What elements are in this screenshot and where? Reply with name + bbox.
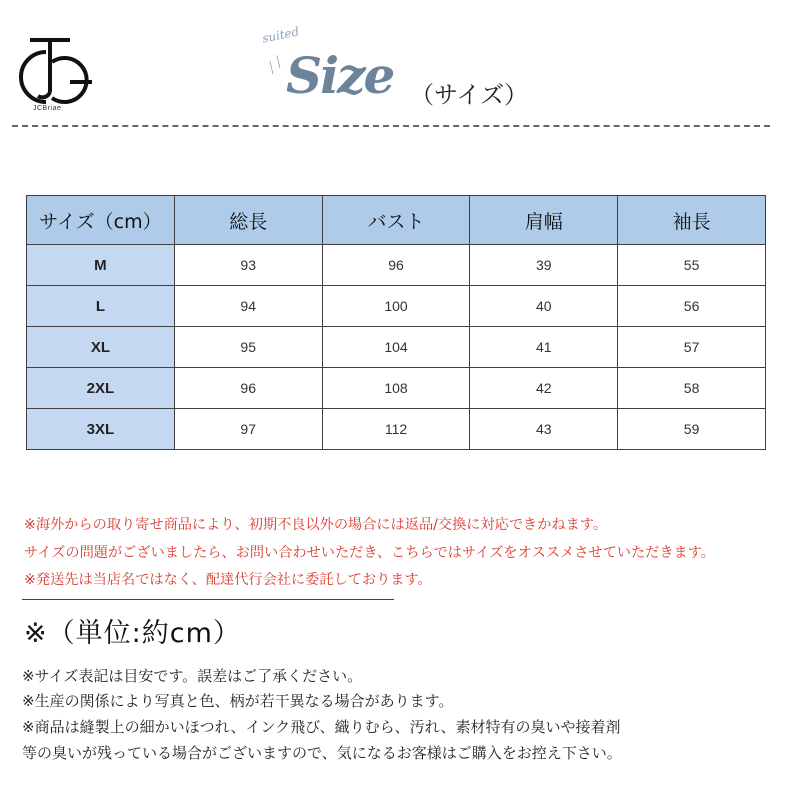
notice-return-policy: ※海外からの取り寄せ商品により、初期不良以外の場合には返品/交換に対応できかねます。 bbox=[24, 517, 608, 533]
row-size-label: 3XL bbox=[27, 409, 175, 450]
disclaimer-color: ※生産の関係により写真と色、柄が若干異なる場合があります。 bbox=[22, 692, 454, 710]
size-table bbox=[26, 195, 766, 450]
header-suited-text: suited bbox=[260, 24, 301, 46]
table-row bbox=[27, 327, 766, 368]
table-cell: 56 bbox=[618, 286, 766, 327]
notice-shipping: ※発送先は当店名ではなく、配達代行会社に委託しております。 bbox=[24, 572, 432, 588]
column-header-length: 総長 bbox=[174, 196, 322, 245]
table-row bbox=[27, 245, 766, 286]
table-cell: 59 bbox=[618, 409, 766, 450]
table-row bbox=[27, 368, 766, 409]
page-title: Size bbox=[286, 46, 394, 105]
table-cell: 112 bbox=[322, 409, 470, 450]
column-header-shoulder: 肩幅 bbox=[470, 196, 618, 245]
logo-text: JCBriae bbox=[33, 105, 62, 112]
notice-size-help: サイズの問題がございましたら、お問い合わせいただき、こちらではサイズをオススメさせていただきます。 bbox=[24, 545, 715, 561]
table-cell: 96 bbox=[174, 368, 322, 409]
row-size-label: L bbox=[27, 286, 175, 327]
disclaimer-odor: 等の臭いが残っている場合がございますので、気になるお客様はご購入をお控え下さい。 bbox=[22, 744, 622, 762]
unit-label: ※（単位:約cm） bbox=[24, 618, 241, 649]
table-row bbox=[27, 286, 766, 327]
table-cell: 41 bbox=[470, 327, 618, 368]
disclaimer-quality: ※商品は縫製上の細かいほつれ、インク飛び、織りむら、汚れ、素材特有の臭いや接着剤 bbox=[22, 718, 621, 736]
table-cell: 95 bbox=[174, 327, 322, 368]
page-subtitle: （サイズ） bbox=[410, 81, 529, 109]
table-cell: 93 bbox=[174, 245, 322, 286]
table-cell: 40 bbox=[470, 286, 618, 327]
table-cell: 96 bbox=[322, 245, 470, 286]
table-cell: 39 bbox=[470, 245, 618, 286]
table-cell: 57 bbox=[618, 327, 766, 368]
table-cell: 42 bbox=[470, 368, 618, 409]
decorative-dashes-icon: ╱ ╱ bbox=[266, 56, 285, 75]
table-row bbox=[27, 409, 766, 450]
table-cell: 94 bbox=[174, 286, 322, 327]
table-cell: 104 bbox=[322, 327, 470, 368]
header-divider bbox=[12, 125, 770, 127]
table-cell: 97 bbox=[174, 409, 322, 450]
table-cell: 58 bbox=[618, 368, 766, 409]
table-cell: 55 bbox=[618, 245, 766, 286]
column-header-size: サイズ（cm） bbox=[27, 196, 175, 245]
table-cell: 100 bbox=[322, 286, 470, 327]
row-size-label: 2XL bbox=[27, 368, 175, 409]
column-header-bust: バスト bbox=[322, 196, 470, 245]
row-size-label: XL bbox=[27, 327, 175, 368]
column-header-sleeve: 袖長 bbox=[618, 196, 766, 245]
table-cell: 43 bbox=[470, 409, 618, 450]
notes-divider bbox=[22, 599, 394, 600]
table-cell: 108 bbox=[322, 368, 470, 409]
row-size-label: M bbox=[27, 245, 175, 286]
table-header-row bbox=[27, 196, 766, 245]
disclaimer-size: ※サイズ表記は目安です。誤差はご了承ください。 bbox=[22, 667, 363, 685]
